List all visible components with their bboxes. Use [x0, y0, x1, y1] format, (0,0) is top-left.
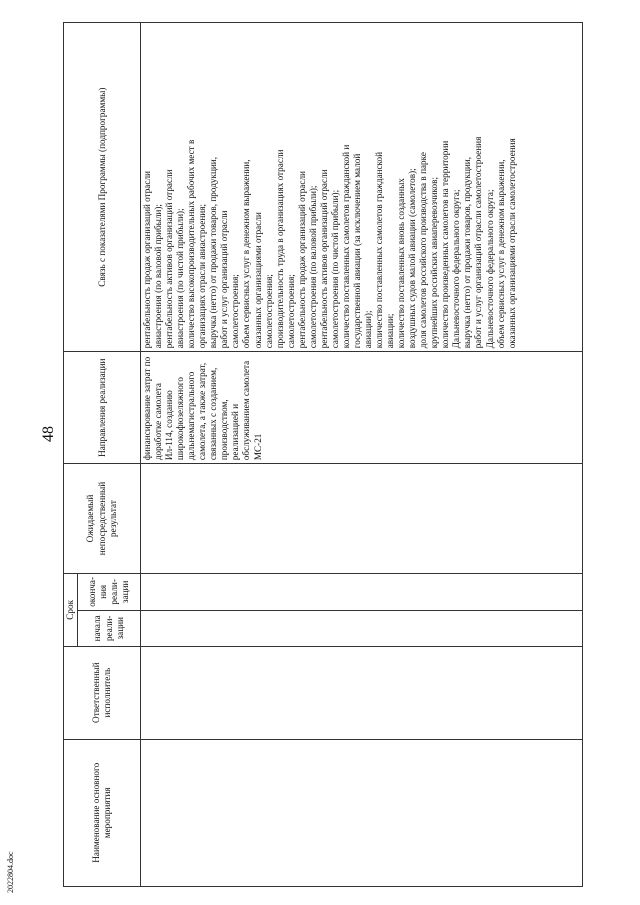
- indicator-line: оказанных организациями отрасли самолетостроения: [506, 138, 517, 349]
- indicator-line: количество произведенных самолетов на территории: [440, 140, 451, 349]
- cell-expected-result: [141, 464, 583, 574]
- page-number: 48: [40, 426, 57, 442]
- indicator-line: производительность труда в организациях отрасли: [274, 149, 285, 349]
- indicator-line: самолетостроения (по валовой прибыли);: [307, 185, 318, 349]
- indicator-line: выручка (нетто) от продажи товаров, продукции,: [462, 157, 473, 349]
- indicator-line: доля самолетов российского производства в парке: [418, 152, 429, 349]
- indicator-line: выручка (нетто) от продажи товаров, продукции,: [208, 157, 219, 349]
- indicator-line: рентабельность активов организаций отрасли: [164, 169, 175, 349]
- header-directions: Направления реализации: [64, 352, 141, 464]
- header-activity-name: Наименование основного мероприятия: [64, 739, 141, 886]
- indicator-line: рентабельность активов организаций отрасли: [318, 169, 329, 349]
- indicator-line: объем сервисных услуг в денежном выражении,: [241, 159, 252, 349]
- indicator-line: самолетостроения;: [285, 274, 296, 349]
- indicator-line: работ и услуг организаций отрасли самолетостроения: [473, 136, 484, 349]
- cell-executor: [141, 646, 583, 739]
- program-table-container: [63, 22, 583, 887]
- indicator-line: авиации;: [385, 313, 396, 349]
- header-term: Срок: [64, 573, 78, 646]
- indicator-line: авиастроения (по валовой прибыли);: [153, 204, 164, 349]
- indicator-line: авиации);: [362, 310, 373, 349]
- table-row: [141, 23, 583, 887]
- indicator-line: самолетостроения (по чистой прибыли);: [329, 189, 340, 349]
- indicator-line: количество поставленных самолетов гражданской и: [340, 144, 351, 349]
- header-term-end: оконча- ния реали- зации: [78, 573, 141, 610]
- indicator-line: авиастроения (по чистой прибыли);: [175, 208, 186, 349]
- indicator-line: объем сервисных услуг в денежном выражении,: [495, 159, 506, 349]
- indicator-line: крупнейших российских авиаперевозчиков;: [429, 176, 440, 349]
- indicator-line: количество высокопроизводительных рабочих мест в: [186, 139, 197, 349]
- document-code: 2022804.doc: [6, 851, 15, 893]
- cell-activity-name: [141, 739, 583, 886]
- cell-term-start: [141, 610, 583, 646]
- indicator-line: государственной авиации (за исключением малой: [351, 153, 362, 349]
- indicator-line: рентабельность продаж организаций отрасли: [296, 171, 307, 349]
- header-term-start: начала реали- зации: [78, 610, 141, 646]
- cell-term-end: [141, 573, 583, 610]
- header-indicator-link: Связь с показателями Программы (подпрограммы): [64, 23, 141, 352]
- cell-indicator-link: [141, 23, 583, 352]
- indicator-line: Дальневосточного федерального округа;: [484, 189, 495, 349]
- indicator-line: воздушных судов малой авиации (самолетов);: [407, 168, 418, 349]
- program-activities-table: [63, 22, 583, 887]
- indicator-line: организациях отрасли авиастроения;: [197, 204, 208, 349]
- indicator-line: самолетостроения;: [230, 274, 241, 349]
- indicator-line: Дальневосточного федерального округа;: [451, 189, 462, 349]
- indicator-line: самолетостроения;: [263, 274, 274, 349]
- header-expected-result: Ожидаемый непосредственный результат: [64, 464, 141, 574]
- cell-directions: финансирование затрат по доработке самолета Ил-114, созданию широкофюзеляжного дальнемагистрального самолета, а также затрат, связанных с созданием, производством, реализацией и обслуживанием самолета МС-21: [141, 352, 583, 464]
- header-executor: Ответственный исполнитель: [64, 646, 141, 739]
- indicator-line: оказанных организациями отрасли: [252, 212, 263, 349]
- indicator-line: количество поставленных самолетов гражданской: [374, 151, 385, 349]
- indicator-list: [142, 26, 518, 348]
- indicator-line: работ и услуг организаций отрасли: [219, 210, 230, 349]
- indicator-line: рентабельность продаж организаций отрасли: [142, 171, 153, 349]
- indicator-line: количество поставленных вновь созданных: [396, 178, 407, 349]
